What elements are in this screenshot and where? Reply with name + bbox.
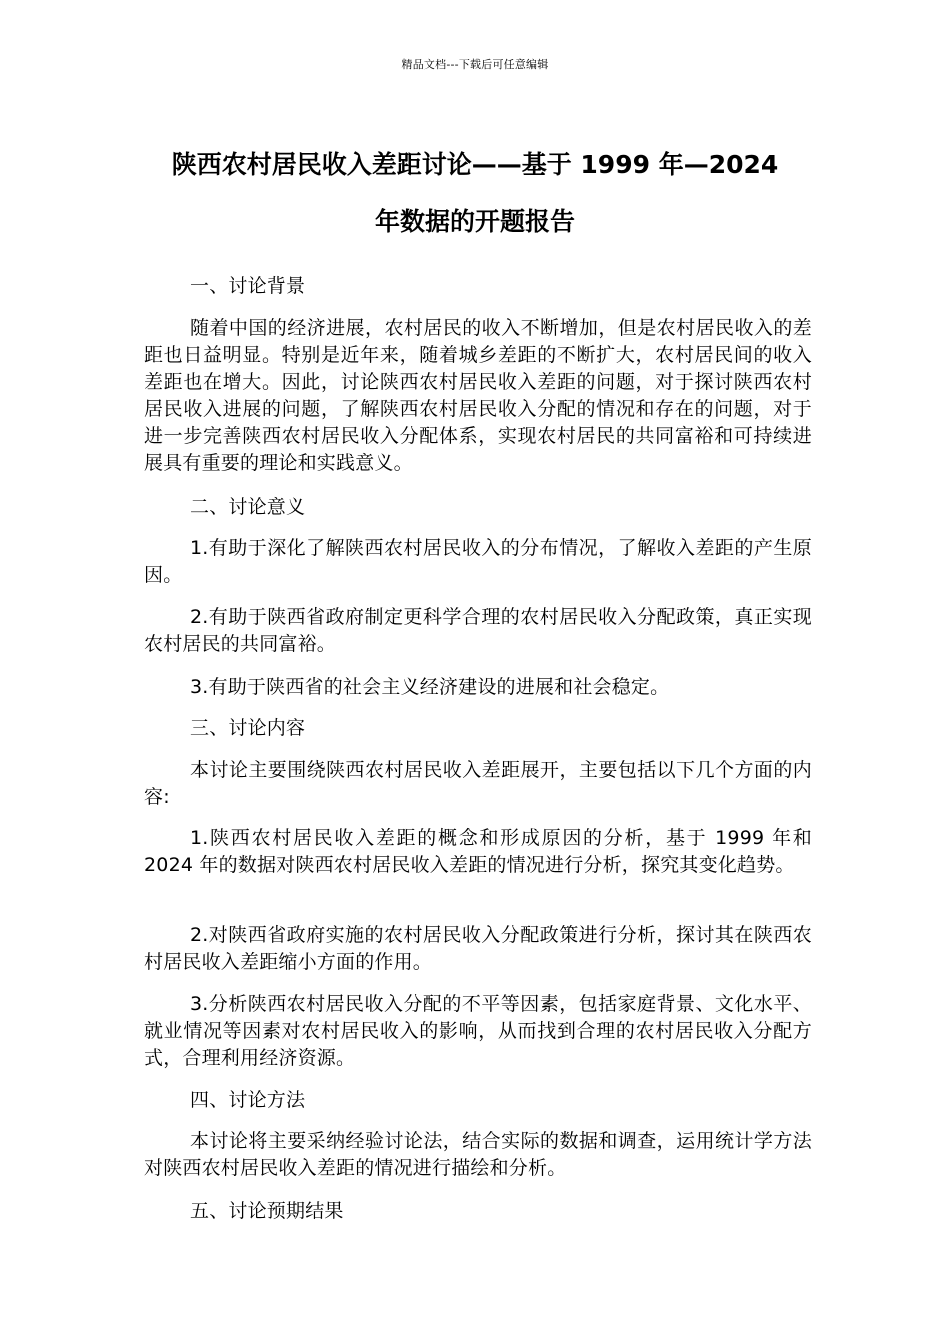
section-2-item-1-block xyxy=(144,535,812,589)
title-line-2: 年数据的开题报告 xyxy=(374,207,575,236)
section-heading-method: 四、讨论方法 xyxy=(190,1089,306,1111)
document-title xyxy=(120,136,830,250)
section-heading-content: 三、讨论内容 xyxy=(190,717,306,739)
section-3-heading-block xyxy=(144,715,812,742)
significance-item-3: 3.有助于陕西省的社会主义经济建设的进展和社会稳定。 xyxy=(190,676,670,698)
section-heading-significance: 二、讨论意义 xyxy=(190,496,306,518)
section-heading-background: 一、讨论背景 xyxy=(190,275,306,297)
section-4-heading-block xyxy=(144,1087,812,1114)
section-2-item-2-block xyxy=(144,604,812,658)
content-item-3: 3.分析陕西农村居民收入分配的不平等因素，包括家庭背景、文化水平、就业情况等因素对农村居民收入的影响，从而找到合理的农村居民收入分配方式，合理利用经济资源。 xyxy=(144,993,812,1069)
section-heading-expected-results: 五、讨论预期结果 xyxy=(190,1200,344,1222)
section-1-body-block xyxy=(144,315,812,477)
significance-item-1: 1.有助于深化了解陕西农村居民收入的分布情况，了解收入差距的产生原因。 xyxy=(144,537,812,586)
content-intro: 本讨论主要围绕陕西农村居民收入差距展开，主要包括以下几个方面的内容: xyxy=(144,759,812,808)
title-line-1: 陕西农村居民收入差距讨论——基于 1999 年—2024 xyxy=(171,150,779,179)
page-header-note: 精品文档---下载后可任意编辑 xyxy=(401,58,549,71)
section-3-intro-block xyxy=(144,757,812,811)
section-3-item-1-block xyxy=(144,825,812,879)
section-3-item-2-block xyxy=(144,922,812,976)
section-1-heading-block xyxy=(144,273,812,300)
background-paragraph: 随着中国的经济进展，农村居民的收入不断增加，但是农村居民收入的差距也日益明显。特别是近年来，随着城乡差距的不断扩大，农村居民间的收入差距也在增大。因此，讨论陕西农村居民收入差距的问题，对于探讨陕西农村居民收入进展的问题，了解陕西农村居民收入分配的情况和存在的问题，对于进一步完善陕西农村居民收入分配体系，实现农村居民的共同富裕和可持续进展具有重要的理论和实践意义。 xyxy=(144,317,812,474)
section-5-heading-block xyxy=(144,1198,812,1225)
method-paragraph: 本讨论将主要采纳经验讨论法，结合实际的数据和调查，运用统计学方法对陕西农村居民收入差距的情况进行描绘和分析。 xyxy=(144,1130,812,1179)
section-3-item-3-block xyxy=(144,991,812,1072)
section-4-body-block xyxy=(144,1128,812,1182)
content-item-2: 2.对陕西省政府实施的农村居民收入分配政策进行分析，探讨其在陕西农村居民收入差距缩小方面的作用。 xyxy=(144,924,812,973)
section-2-heading-block xyxy=(144,494,812,521)
significance-item-2: 2.有助于陕西省政府制定更科学合理的农村居民收入分配政策，真正实现农村居民的共同富裕。 xyxy=(144,606,812,655)
section-2-item-3-block xyxy=(144,674,812,701)
content-item-1: 1.陕西农村居民收入差距的概念和形成原因的分析，基于 1999 年和 2024 年的数据对陕西农村居民收入差距的情况进行分析，探究其变化趋势。 xyxy=(144,827,812,876)
